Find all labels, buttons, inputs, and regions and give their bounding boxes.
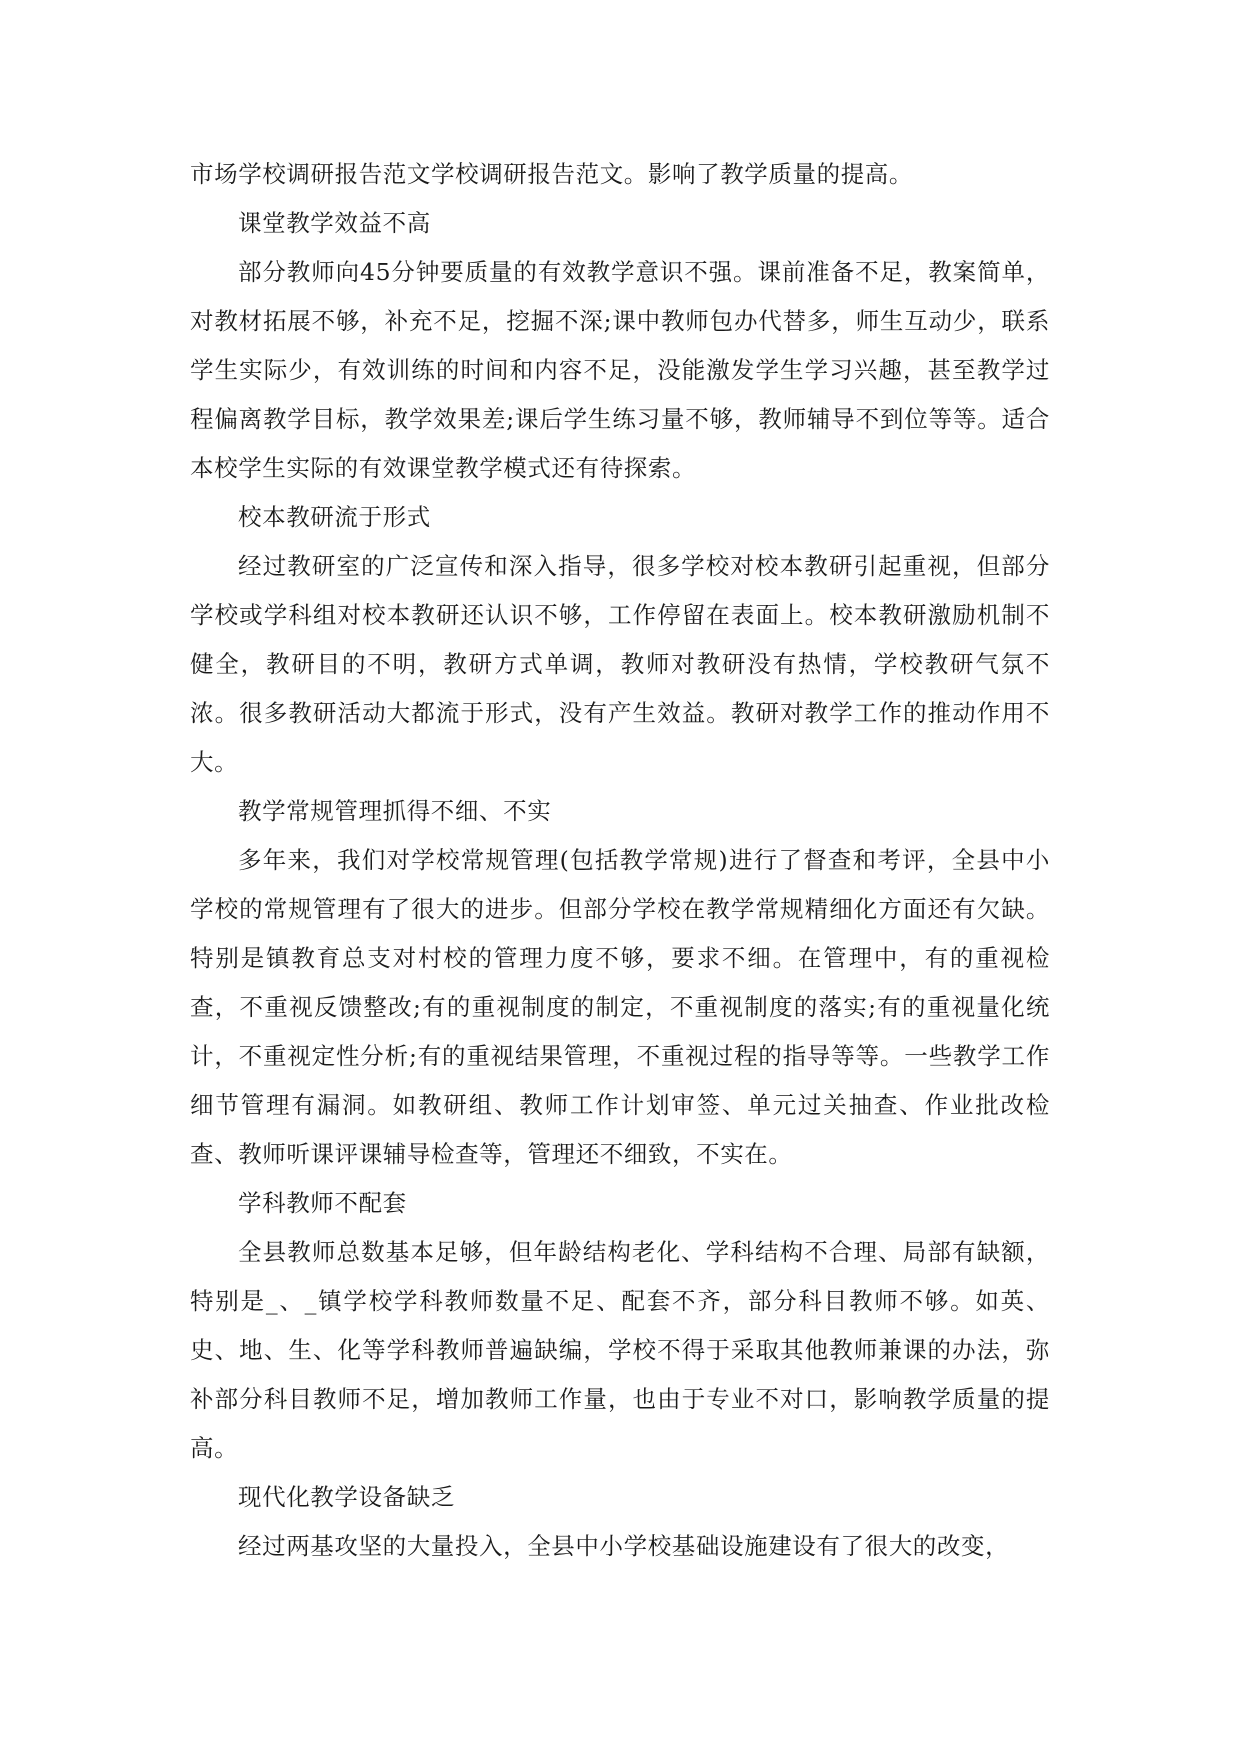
paragraph-continuation: 市场学校调研报告范文学校调研报告范文。影响了教学质量的提高。 — [190, 160, 913, 188]
paragraph-school-research: 经过教研室的广泛宣传和深入指导，很多学校对校本教研引起重视，但部分学校或学科组对校本教研还认识不够，工作停留在表面上。校本教研激励机制不健全，教研目的不明，教研方式单调，教师对教研没有热情，学校教研气氛不浓。很多教研活动大都流于形式，没有产生效益。教研对教学工作的推动作用不大。 — [190, 552, 1050, 776]
document-body — [190, 150, 1050, 1571]
section-heading-teaching-equipment: 现代化教学设备缺乏 — [238, 1483, 455, 1511]
paragraph-teaching-equipment: 经过两基攻坚的大量投入，全县中小学校基础设施建设有了很大的改变， — [238, 1532, 1010, 1560]
section-heading-teacher-staffing: 学科教师不配套 — [238, 1189, 407, 1217]
paragraph-teacher-staffing: 全县教师总数基本足够，但年龄结构老化、学科结构不合理、局部有缺额，特别是_、_镇学校学科教师数量不足、配套不齐，部分科目教师不够。如英、史、地、生、化等学科教师普遍缺编，学校不得于采取其他教师兼课的办法，弥补部分科目教师不足，增加教师工作量，也由于专业不对口，影响教学质量的提高。 — [190, 1238, 1050, 1462]
paragraph-routine-management: 多年来，我们对学校常规管理(包括教学常规)进行了督查和考评，全县中小学校的常规管理有了很大的进步。但部分学校在教学常规精细化方面还有欠缺。特别是镇教育总支对村校的管理力度不够，要求不细。在管理中，有的重视检查，不重视反馈整改;有的重视制度的制定，不重视制度的落实;有的重视量化统计，不重视定性分析;有的重视结果管理，不重视过程的指导等等。一些教学工作细节管理有漏洞。如教研组、教师工作计划审签、单元过关抽查、作业批改检查、教师听课评课辅导检查等，管理还不细致，不实在。 — [190, 846, 1050, 1168]
section-heading-school-research: 校本教研流于形式 — [238, 503, 431, 531]
section-heading-classroom-efficiency: 课堂教学效益不高 — [238, 209, 431, 237]
paragraph-classroom-efficiency: 部分教师向45分钟要质量的有效教学意识不强。课前准备不足，教案简单，对教材拓展不够，补充不足，挖掘不深;课中教师包办代替多，师生互动少，联系学生实际少，有效训练的时间和内容不足，没能激发学生学习兴趣，甚至教学过程偏离教学目标，教学效果差;课后学生练习量不够，教师辅导不到位等等。适合本校学生实际的有效课堂教学模式还有待探索。 — [190, 258, 1050, 482]
section-heading-routine-management: 教学常规管理抓得不细、不实 — [238, 797, 552, 825]
